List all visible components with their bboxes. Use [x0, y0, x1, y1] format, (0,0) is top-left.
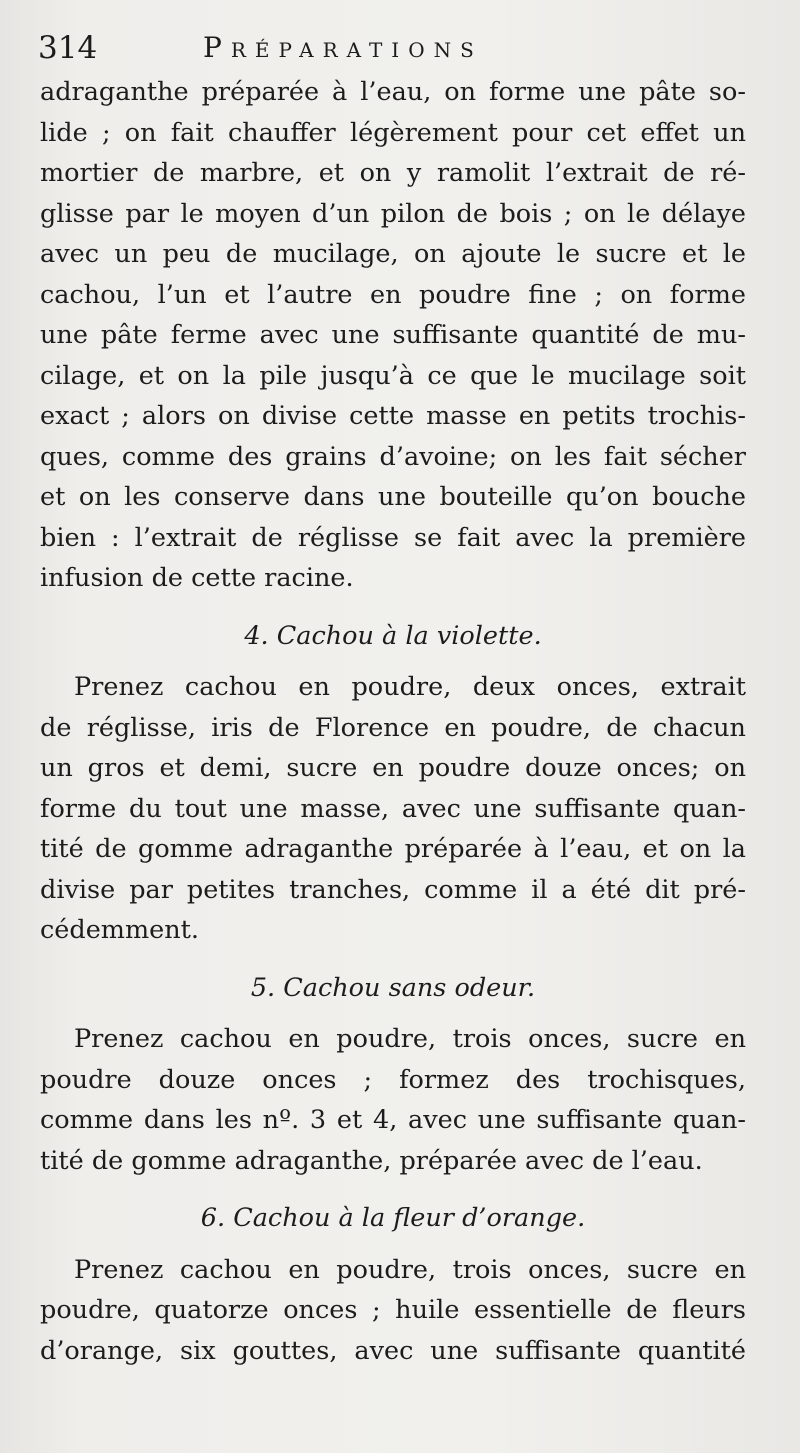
text-line: poudre douze onces ; formez des trochisques,	[40, 1064, 746, 1095]
text-line: adraganthe préparée à l’eau, on forme une pâte so-	[40, 77, 746, 107]
text-line: lide ; on fait chauffer légèrement pour cet effet un	[40, 117, 746, 148]
text-line: tité de gomme adraganthe préparée à l’eau, et on la	[40, 834, 746, 864]
text-line: et on les conserve dans une bouteille qu’on bouche	[40, 482, 746, 512]
paragraph-1	[40, 72, 746, 599]
text-line: tité de gomme adraganthe, préparée avec de l’eau.	[40, 1145, 703, 1176]
text-line: glisse par le moyen d’un pilon de bois ; on le délaye	[40, 198, 746, 229]
text-line: poudre, quatorze onces ; huile essentielle de fleurs	[40, 1295, 746, 1325]
page-number: 314	[38, 30, 98, 66]
text-line: avec un peu de mucilage, on ajoute le sucre et le	[40, 239, 746, 269]
text-line: exact ; alors on divise cette masse en petits trochis-	[40, 401, 746, 431]
text-line: une pâte ferme avec une suffisante quantité de mu-	[40, 320, 746, 350]
text-line: Prenez cachou en poudre, trois onces, sucre en	[74, 1254, 746, 1285]
text-line: ques, comme des grains d’avoine; on les fait sécher	[40, 441, 746, 472]
text-line: cédemment.	[40, 915, 200, 945]
text-line: cachou, l’un et l’autre en poudre fine ; on forme	[40, 279, 746, 310]
text-line: un gros et demi, sucre en poudre douze onces; on	[40, 753, 746, 783]
paragraph-4	[40, 1250, 746, 1372]
paragraph-3	[40, 1019, 746, 1181]
text-line: Prenez cachou en poudre, trois onces, sucre en	[74, 1024, 746, 1054]
page-body	[40, 72, 746, 1371]
running-head: Préparations	[203, 31, 483, 64]
text-line: infusion de cette racine.	[40, 563, 354, 593]
section-heading-5: 5. Cachou sans odeur.	[250, 972, 536, 1003]
text-line: comme dans les nº. 3 et 4, avec une suffisante quan-	[40, 1105, 746, 1135]
text-line: cilage, et on la pile jusqu’à ce que le mucilage soit	[40, 360, 746, 391]
text-line: Prenez cachou en poudre, deux onces, extrait	[74, 672, 746, 702]
section-heading-4: 4. Cachou à la violette.	[244, 620, 542, 651]
paragraph-2	[40, 667, 746, 951]
text-line: mortier de marbre, et on y ramolit l’extrait de ré-	[40, 158, 746, 188]
text-line: de réglisse, iris de Florence en poudre, de chacun	[40, 712, 746, 743]
text-line: forme du tout une masse, avec une suffisante quan-	[40, 793, 746, 824]
text-line: d’orange, six gouttes, avec une suffisante quantité	[40, 1335, 746, 1366]
text-line: divise par petites tranches, comme il a été dit pré-	[40, 874, 746, 905]
text-line: bien : l’extrait de réglisse se fait avec la première	[40, 522, 746, 553]
page-header	[38, 28, 758, 68]
section-heading-6: 6. Cachou à la fleur d’orange.	[200, 1203, 586, 1233]
